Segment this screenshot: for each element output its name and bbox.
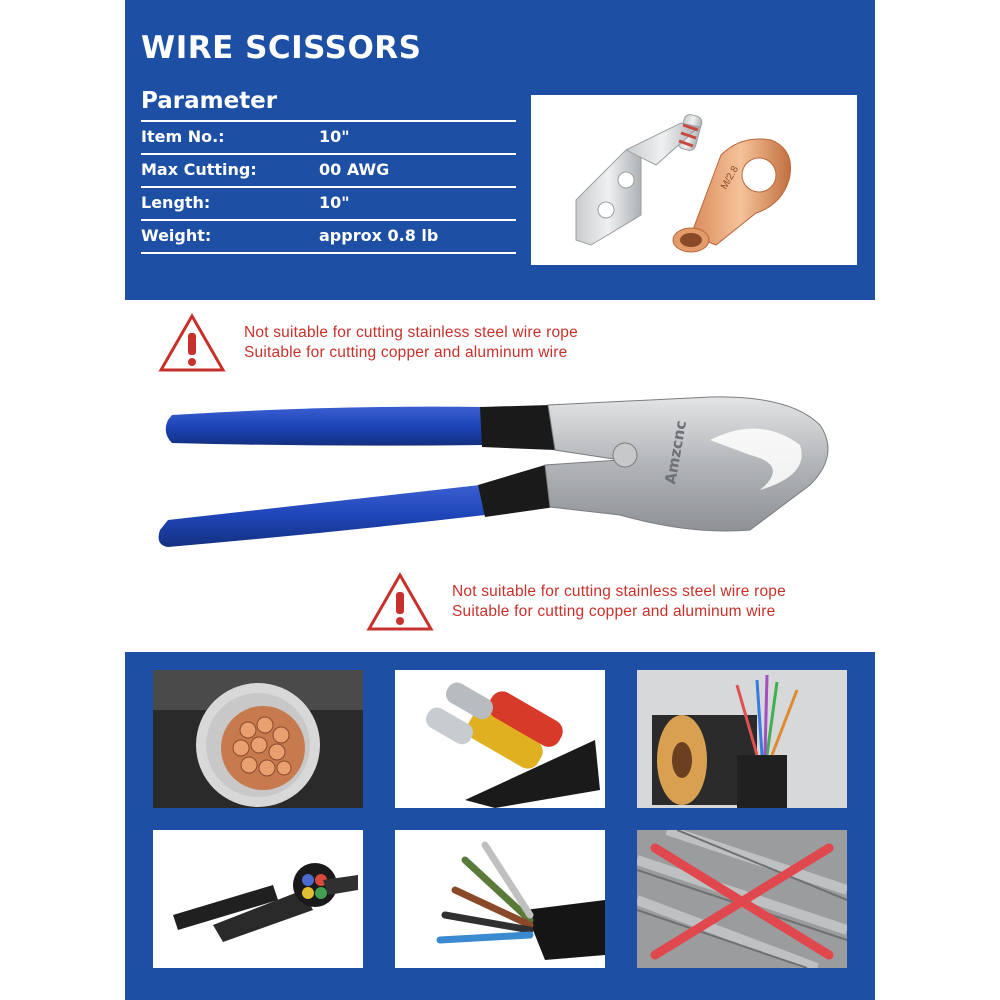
warning-line-2: Suitable for cutting copper and aluminum wire: [452, 603, 776, 620]
applications-panel: [125, 652, 875, 1000]
photo-aluminum-cable: [395, 670, 605, 808]
warning-line-2: Suitable for cutting copper and aluminum wire: [244, 344, 568, 361]
warning-line-1: Not suitable for cutting stainless steel wire rope: [244, 324, 578, 341]
lower-grip: [478, 465, 555, 517]
warning-note-top: [158, 313, 578, 373]
warning-triangle-icon: [158, 313, 226, 373]
parameter-table: [141, 120, 516, 254]
cable-lugs-image: [531, 95, 857, 265]
warning-triangle-icon: [366, 572, 434, 632]
warning-note-bottom: [366, 572, 786, 632]
product-title: WIRE SCISSORS: [141, 30, 422, 66]
brand-engraving: Amzcnc: [661, 419, 691, 486]
param-value: 00 AWG: [319, 160, 390, 179]
param-row-max-cutting: [141, 153, 516, 186]
param-label: Item No.:: [141, 127, 225, 146]
lug-marking-text: M/2.8: [719, 164, 742, 192]
warning-text: [452, 582, 786, 622]
param-row-length: [141, 186, 516, 219]
photo-steel-wire-rope: [637, 830, 847, 968]
upper-grip: [480, 405, 555, 450]
upper-handle: [166, 407, 485, 446]
warning-line-1: Not suitable for cutting stainless steel wire rope: [452, 583, 786, 600]
photo-network-cable: [637, 670, 847, 808]
param-value: approx 0.8 lb: [319, 226, 439, 245]
copper-lug: [673, 139, 791, 252]
cable-cutter-image: [150, 385, 850, 560]
photo-copper-cable: [153, 670, 363, 808]
param-value: 10": [319, 127, 350, 146]
param-value: 10": [319, 193, 350, 212]
param-label: Max Cutting:: [141, 160, 257, 179]
param-label: Length:: [141, 193, 211, 212]
photo-multicore-cables: [153, 830, 363, 968]
warning-text: [244, 323, 578, 363]
parameter-heading: Parameter: [141, 88, 278, 114]
photo-multicore-wire: [395, 830, 605, 968]
param-row-item-no: [141, 120, 516, 153]
param-row-weight: [141, 219, 516, 254]
spec-panel: [125, 0, 875, 300]
aluminum-lug: [576, 113, 703, 245]
lower-handle: [159, 485, 485, 547]
param-label: Weight:: [141, 226, 212, 245]
